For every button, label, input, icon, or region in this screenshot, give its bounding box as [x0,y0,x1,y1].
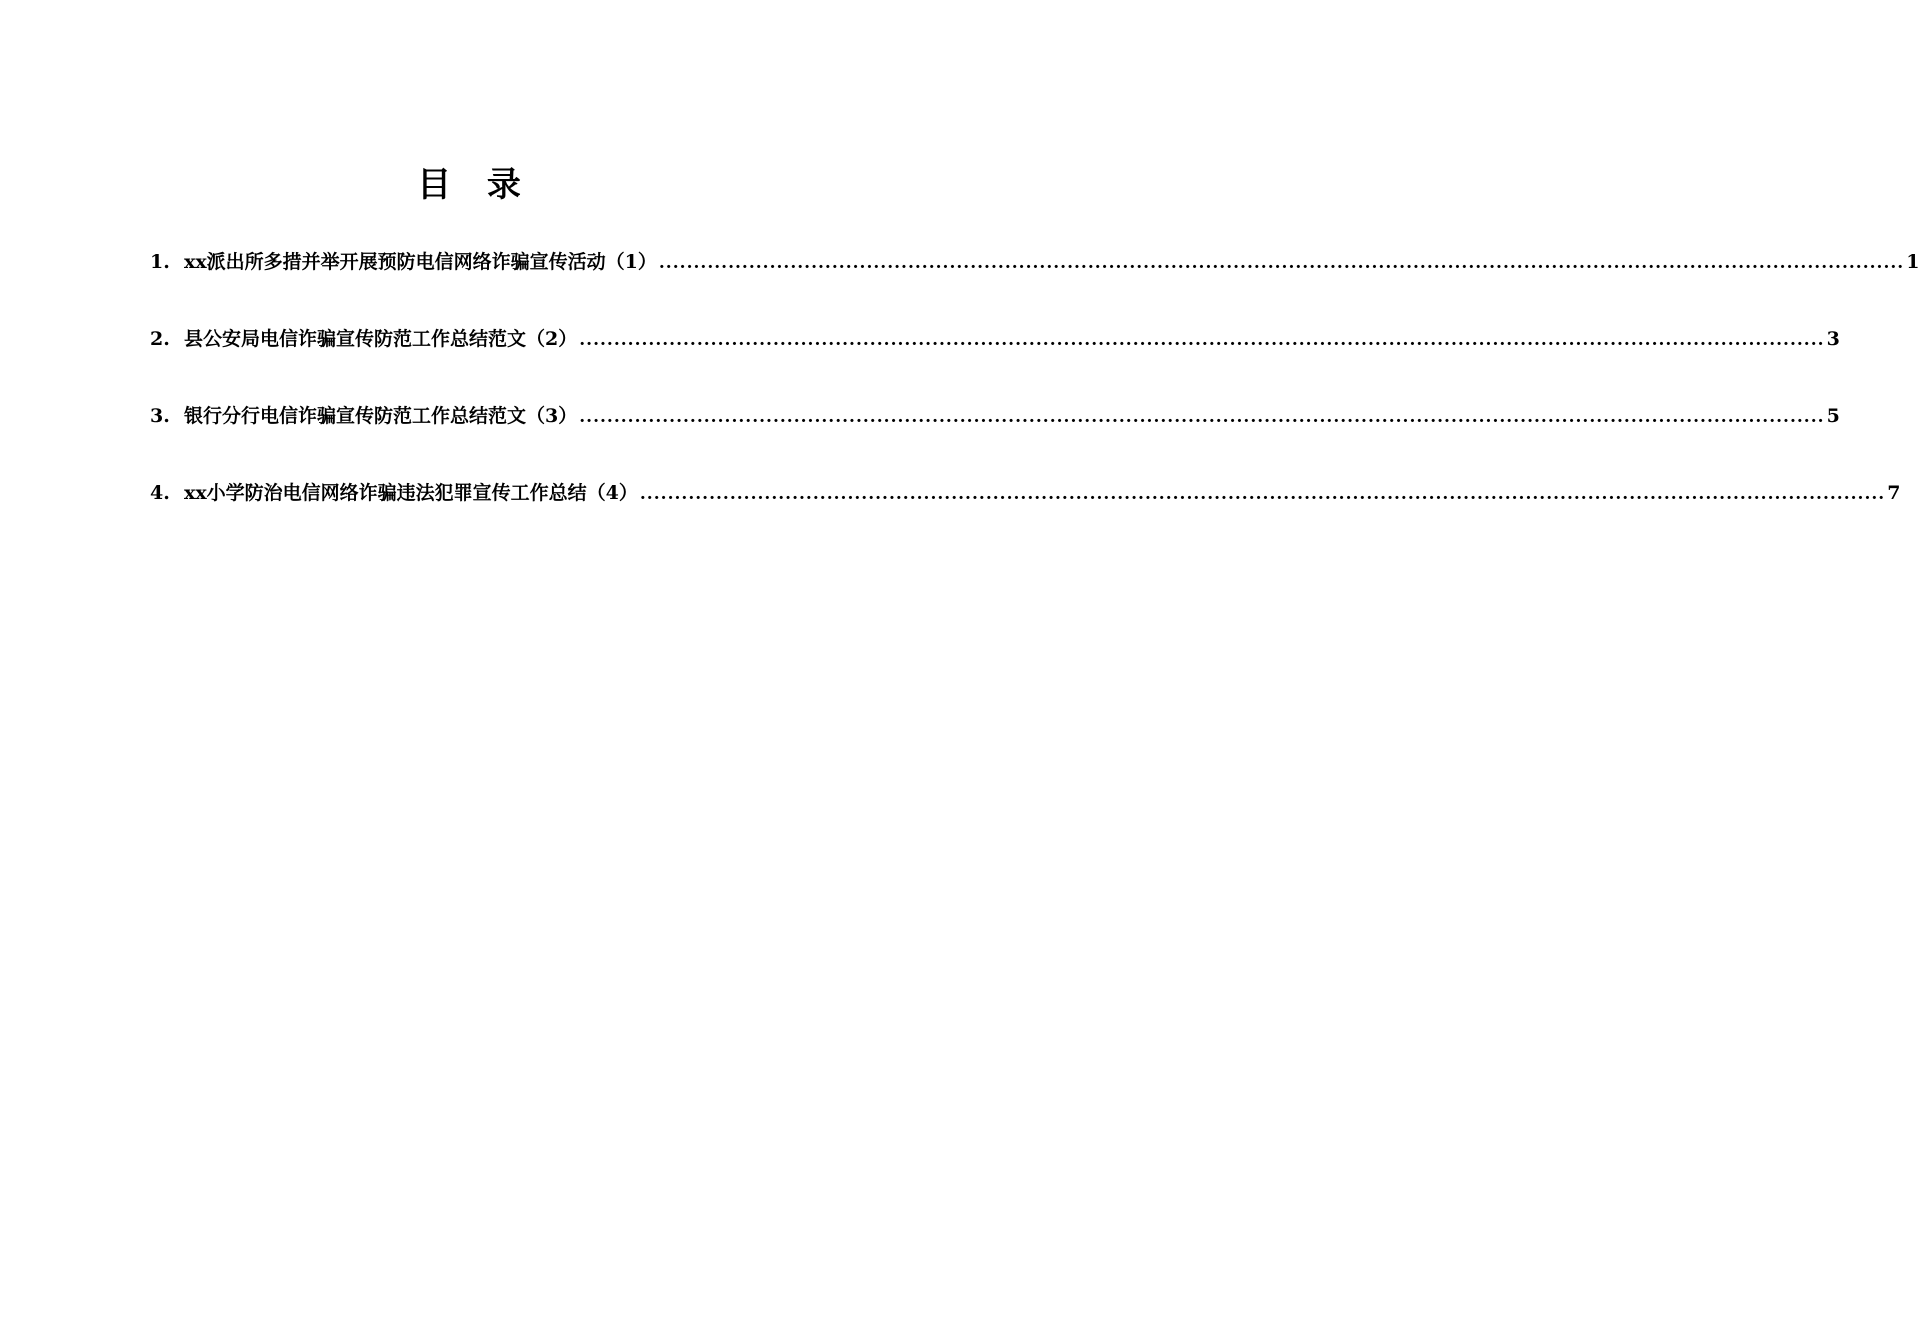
toc-entry-page: 7 [1887,482,1901,504]
toc-dot-leader [579,401,1824,433]
toc-entry-page: 3 [1826,328,1840,350]
toc-entry-page: 1 [1906,251,1919,273]
toc-entry[interactable] [150,400,1840,432]
toc-entry-title: xx小学防治电信网络诈骗违法犯罪宣传工作总结（4） [184,482,638,504]
toc-entry[interactable] [150,323,1840,355]
toc-dot-leader [640,478,1885,510]
toc-title: 目 录 [417,165,533,205]
toc-dot-leader [659,247,1904,279]
toc-entry[interactable] [150,246,1919,278]
toc-entry-number: 3. [150,405,170,427]
toc-entry-number: 2. [150,328,170,350]
toc-entry-number: 4. [150,482,170,504]
toc-dot-leader [579,324,1824,356]
toc-entry-page: 5 [1826,405,1840,427]
toc-entry-title: 银行分行电信诈骗宣传防范工作总结范文（3） [184,405,578,427]
toc-entry[interactable] [150,477,1901,509]
toc-entry-title: xx派出所多措并举开展预防电信网络诈骗宣传活动（1） [184,251,657,273]
toc-list [150,246,1919,554]
toc-entry-title: 县公安局电信诈骗宣传防范工作总结范文（2） [184,328,578,350]
toc-entry-number: 1. [150,251,170,273]
